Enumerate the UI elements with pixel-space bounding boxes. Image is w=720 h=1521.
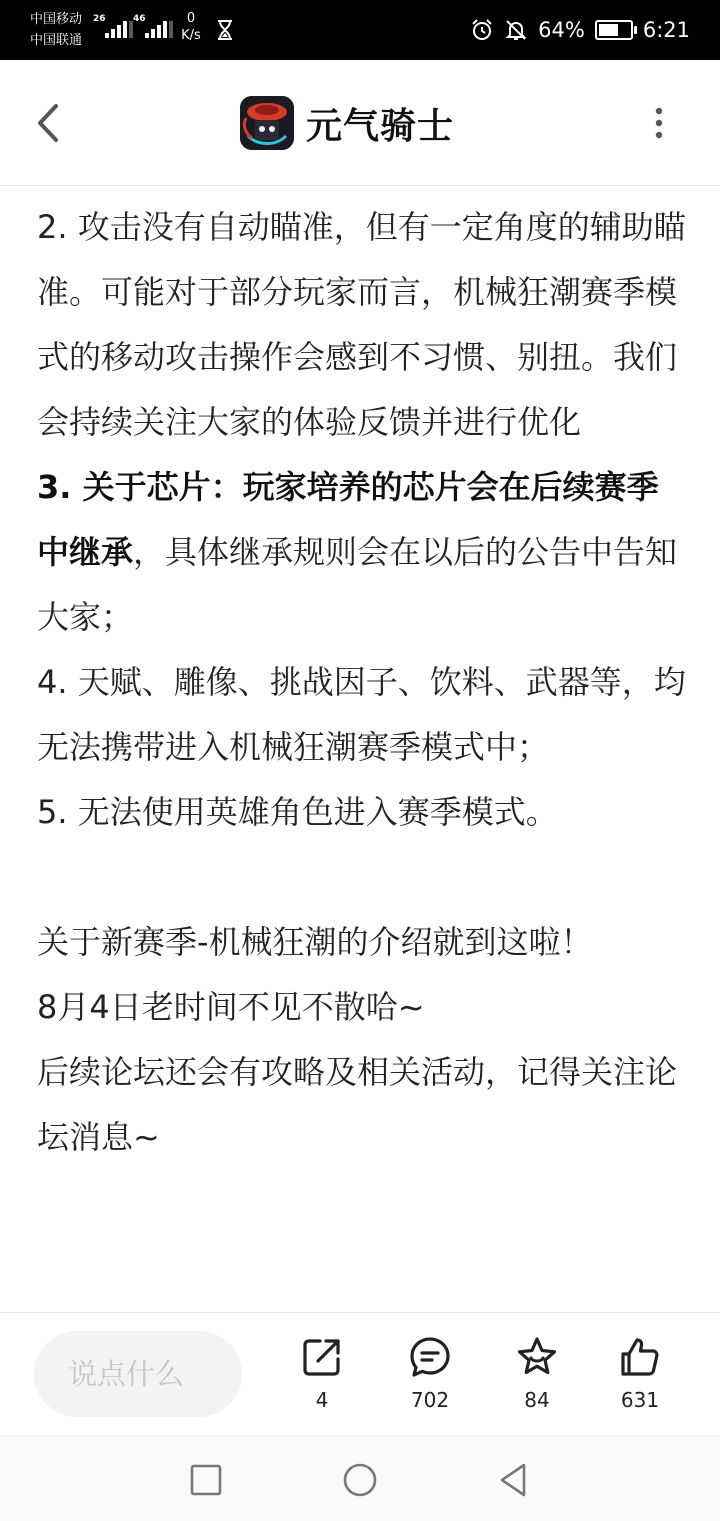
share-count: 4: [315, 1388, 329, 1412]
paragraph-6: 8月4日老时间不见不散哈~: [37, 988, 425, 1026]
battery-percent: 64%: [538, 18, 585, 42]
share-icon: [300, 1335, 344, 1379]
comment-count: 702: [410, 1388, 450, 1412]
game-logo: [240, 96, 294, 150]
comment-button[interactable]: [390, 1335, 470, 1415]
circle-icon: [340, 1460, 380, 1500]
post-content: [37, 195, 689, 1170]
header-title-group[interactable]: [240, 96, 454, 150]
recent-apps-button[interactable]: [186, 1460, 226, 1500]
system-nav-bar: [0, 1435, 720, 1521]
more-vertical-icon: [644, 100, 674, 146]
star-icon: [515, 1335, 559, 1379]
favorite-button[interactable]: [497, 1335, 577, 1415]
triangle-back-icon: [494, 1460, 534, 1500]
paragraph-7: 后续论坛还会有攻略及相关活动，记得关注论坛消息~: [37, 1053, 678, 1156]
share-button[interactable]: [282, 1335, 362, 1415]
paragraph-2: [37, 455, 689, 650]
comment-input[interactable]: [34, 1331, 242, 1417]
hourglass-icon: [214, 19, 236, 41]
paragraph-2-rest: ，具体继承规则会在以后的公告中告知大家；: [37, 533, 678, 636]
like-count: 631: [620, 1388, 660, 1412]
more-options-button[interactable]: [644, 100, 674, 146]
paragraph-2-bold: 3. 关于芯片：玩家培养的芯片会在后续赛季中继承: [37, 468, 659, 571]
like-button[interactable]: [600, 1335, 680, 1415]
back-button[interactable]: [26, 98, 74, 148]
network-type-2: 46: [133, 14, 146, 24]
notifications-off-icon: [504, 18, 528, 42]
thumbs-up-icon: [618, 1335, 662, 1379]
paragraph-3: 4. 天赋、雕像、挑战因子、饮料、武器等，均无法携带进入机械狂潮赛季模式中；: [37, 663, 686, 766]
blank-line: [37, 845, 689, 910]
battery-icon: [595, 20, 633, 40]
square-icon: [186, 1460, 226, 1500]
alarm-icon: [470, 18, 494, 42]
status-bar: [0, 0, 720, 60]
carrier-names: [30, 9, 82, 51]
carrier-1: 中国移动: [30, 12, 83, 27]
home-button[interactable]: [340, 1460, 380, 1500]
favorite-count: 84: [524, 1388, 550, 1412]
chevron-left-icon: [26, 98, 74, 148]
app-header: [0, 60, 720, 186]
paragraph-5: 关于新赛季-机械狂潮的介绍就到这啦！: [37, 923, 593, 961]
carrier-2: 中国联通: [30, 33, 83, 48]
paragraph-1: 2. 攻击没有自动瞄准，但有一定角度的辅助瞄准。可能对于部分玩家而言，机械狂潮赛季模式的移动攻击操作会感到不习惯、别扭。我们会持续关注大家的体验反馈并进行优化: [37, 208, 686, 441]
action-bar: [0, 1312, 720, 1435]
network-speed: 0 K/s: [181, 11, 201, 43]
back-nav-button[interactable]: [494, 1460, 534, 1500]
comment-bubble-icon: [408, 1335, 452, 1379]
status-right-group: [470, 15, 690, 45]
paragraph-4: 5. 无法使用英雄角色进入赛季模式。: [37, 793, 558, 831]
clock: 6:21: [642, 18, 690, 42]
page-title: 元气骑士: [306, 105, 455, 147]
network-type-1: 26: [93, 14, 106, 24]
